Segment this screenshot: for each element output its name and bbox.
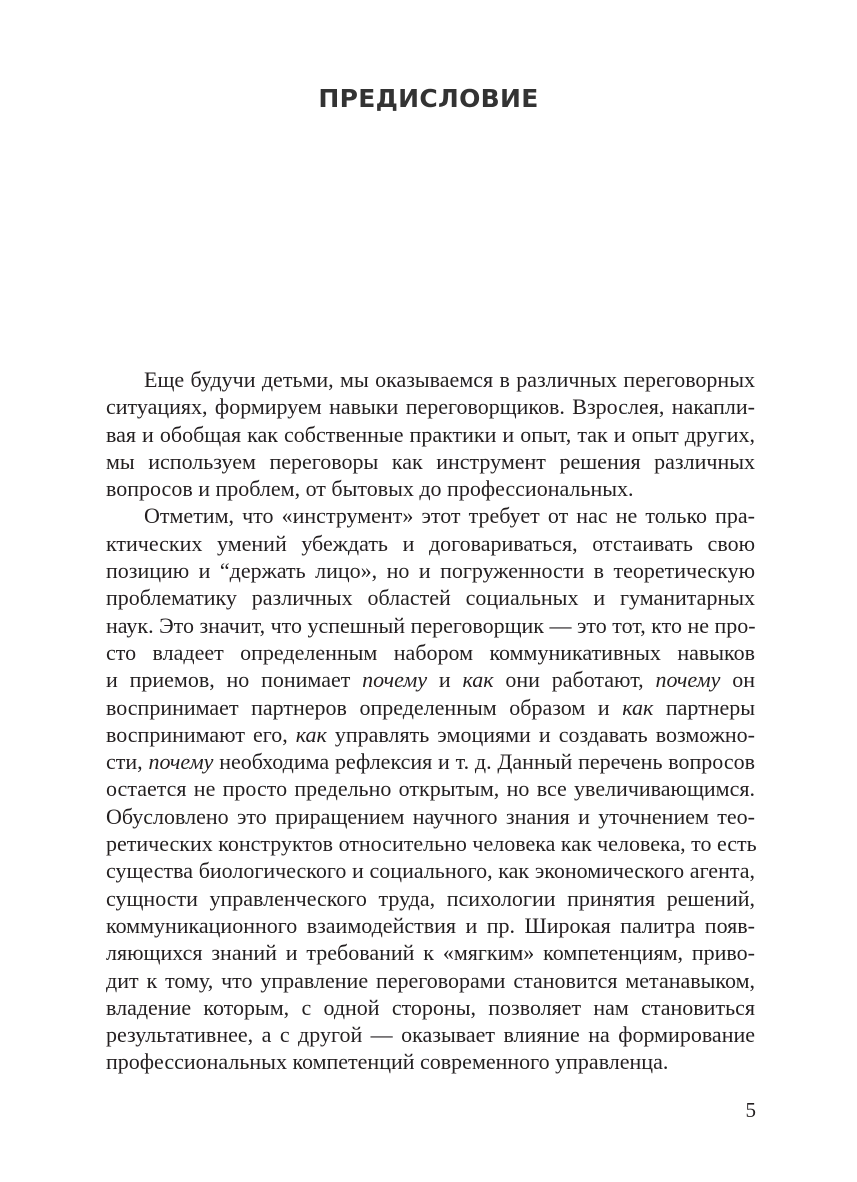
text-segment: существа биологического и социального, как экономического агента, (106, 858, 755, 884)
text-line (106, 939, 755, 966)
text-segment: наук. Это значит, что успешный переговорщик — это тот, кто не про- (106, 612, 756, 638)
text-segment: он (720, 667, 756, 693)
text-segment: Отметим, что «инструмент» этот требует от нас не только пра- (144, 503, 755, 529)
text-segment: мы используем переговоры как инструмент решения различных (106, 448, 755, 474)
text-line (106, 1021, 755, 1048)
emphasis-text: почему (148, 749, 214, 775)
text-line (106, 557, 755, 584)
text-line (106, 421, 755, 448)
text-line (106, 1048, 755, 1075)
text-line (106, 885, 755, 912)
emphasis-text: как (295, 721, 327, 747)
text-segment: воспринимают его, (106, 721, 296, 747)
text-line (106, 475, 755, 502)
text-segment: ктических умений убеждать и договариваться, отстаивать свою (106, 530, 755, 556)
text-segment: ситуациях, формируем навыки переговорщиков. Взрослея, накапли- (106, 394, 755, 420)
text-line (106, 694, 755, 721)
text-segment: Еще будучи детьми, мы оказываемся в различных переговорных (144, 367, 755, 392)
text-segment: и приемов, но понимает (106, 667, 363, 693)
text-segment: позицию и “держать лицо», но и погруженности в теоретическую (106, 558, 755, 584)
emphasis-text: почему (362, 667, 428, 693)
text-line (106, 803, 755, 830)
text-line (106, 830, 755, 857)
text-line (106, 530, 755, 557)
text-segment: дит к тому, что управление переговорами становится метанавыком, (106, 967, 755, 993)
text-segment: необходима рефлексия и т. д. Данный перечень вопросов (213, 749, 756, 775)
text-line (106, 612, 755, 639)
text-line (106, 639, 755, 666)
text-line (106, 448, 755, 475)
text-line (106, 912, 755, 939)
text-segment: сто владеет определенным набором коммуникативных навыков (106, 639, 755, 665)
page-title: ПРЕДИСЛОВИЕ (318, 84, 539, 113)
text-line (106, 366, 755, 393)
text-segment: партнеры (653, 694, 756, 720)
text-line (106, 857, 755, 884)
text-line (106, 775, 755, 802)
text-line (106, 666, 755, 693)
emphasis-text: как (462, 667, 494, 693)
text-segment: и (427, 667, 463, 693)
text-segment: управлять эмоциями и создавать возможно- (326, 721, 755, 747)
page-number: 5 (745, 1098, 756, 1122)
emphasis-text: почему (655, 667, 721, 693)
text-line (106, 502, 755, 529)
text-segment: ляющихся знаний и требований к «мягким» компетенциям, приво- (106, 940, 755, 966)
text-segment: результативнее, а с другой — оказывает влияние на формирование (106, 1022, 755, 1048)
text-segment: коммуникационного взаимодействия и пр. Широкая палитра появ- (106, 912, 755, 938)
paragraph (106, 366, 755, 502)
text-line (106, 721, 755, 748)
text-line (106, 967, 755, 994)
text-line (106, 994, 755, 1021)
text-segment: ретических конструктов относительно человека как человека, то есть (106, 831, 757, 857)
text-line (106, 748, 755, 775)
text-line (106, 393, 755, 420)
text-segment: вопросов и проблем, от бытовых до профессиональных. (106, 476, 634, 502)
text-segment: профессиональных компетенций современного управленца. (106, 1049, 669, 1075)
text-segment: вая и обобщая как собственные практики и опыт, так и опыт других, (106, 421, 755, 447)
preface-body (106, 366, 755, 1076)
paragraph (106, 502, 755, 1075)
text-segment: сущности управленческого труда, психологии принятия решений, (106, 885, 755, 911)
text-segment: Обусловлено это приращением научного знания и уточнением тео- (106, 803, 755, 829)
text-segment: проблематику различных областей социальных и гуманитарных (106, 585, 755, 611)
text-segment: остается не просто предельно открытым, но все увеличивающимся. (106, 776, 755, 802)
text-segment: владение которым, с одной стороны, позволяет нам становиться (106, 994, 755, 1020)
text-segment: они работают, (493, 667, 656, 693)
emphasis-text: как (622, 694, 654, 720)
text-segment: сти, (106, 749, 149, 775)
text-line (106, 584, 755, 611)
text-segment: воспринимает партнеров определенным образом и (106, 694, 623, 720)
